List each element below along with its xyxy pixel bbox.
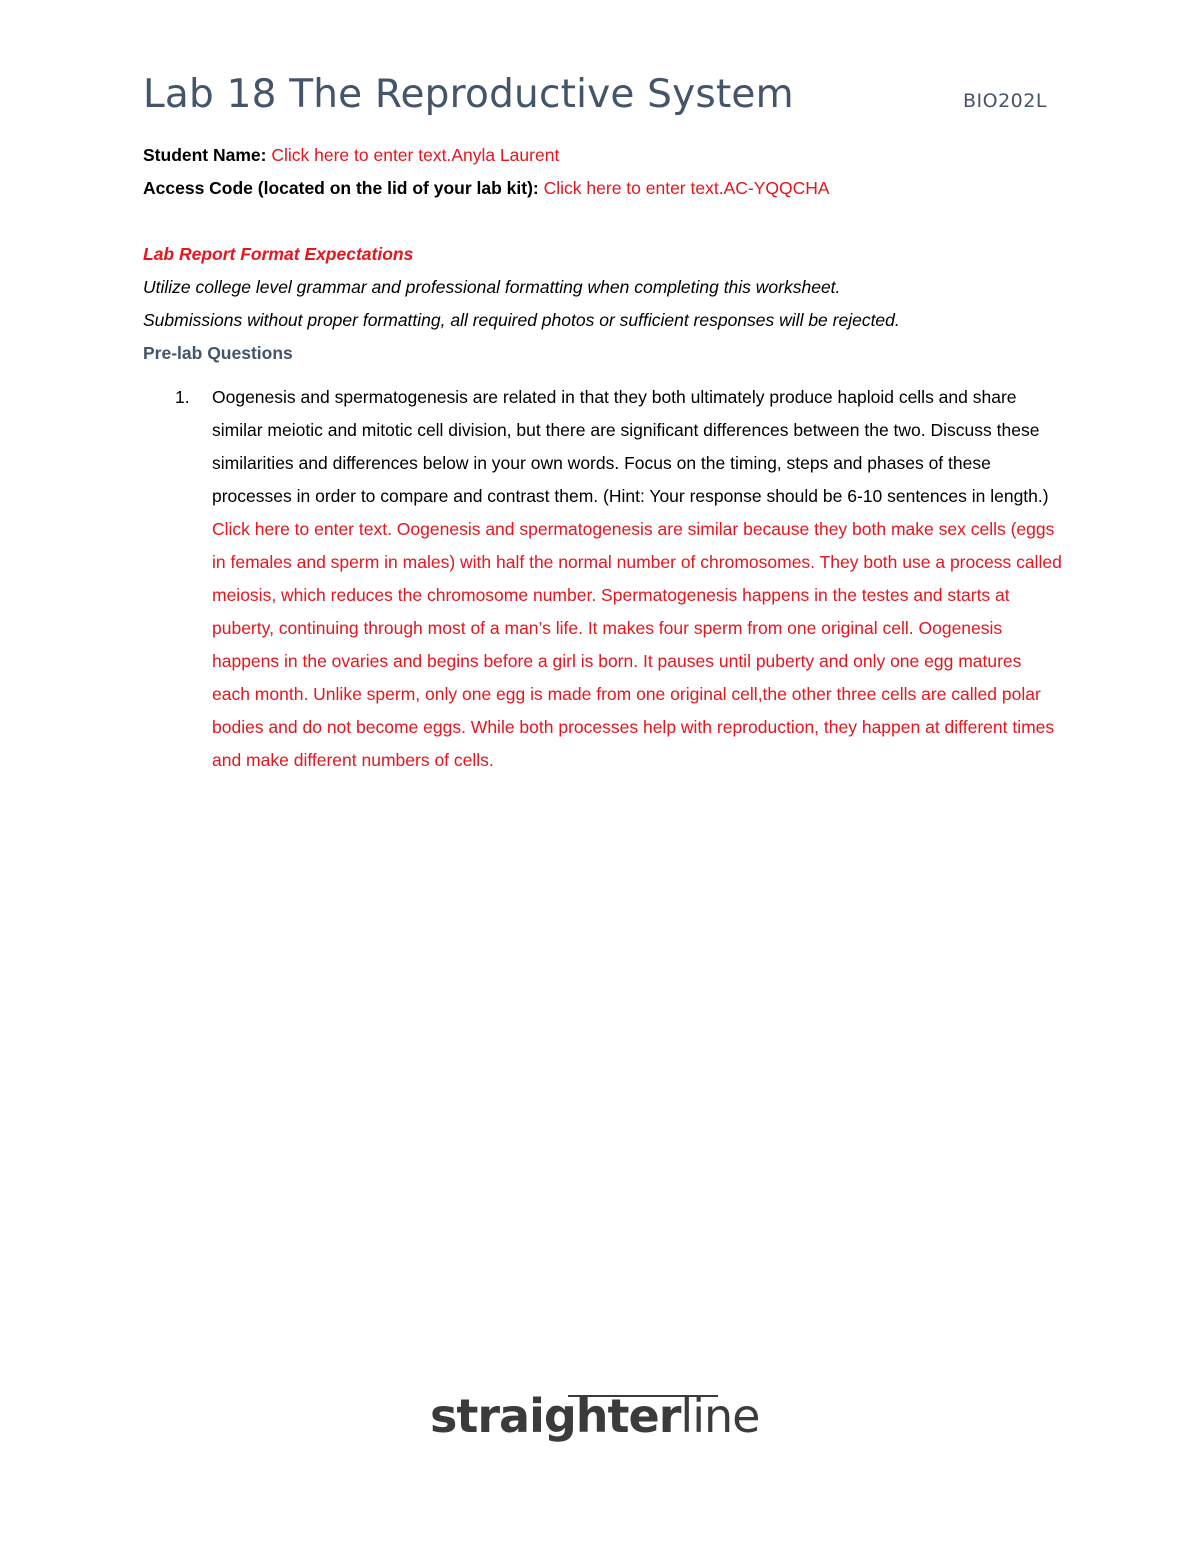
course-code: BIO202L xyxy=(963,90,1047,112)
format-expectations-heading: Lab Report Format Expectations xyxy=(143,244,414,264)
prelab-questions-heading: Pre-lab Questions xyxy=(143,343,293,363)
page-title: Lab 18 The Reproductive System xyxy=(143,72,794,117)
student-name-label: Student Name: xyxy=(143,145,267,165)
student-name-field[interactable] xyxy=(271,145,559,165)
student-name-prompt: Click here to enter text. xyxy=(271,145,452,165)
format-expectations-line-1: Utilize college level grammar and professional formatting when completing this worksheet. xyxy=(143,277,841,297)
student-name-value: Anyla Laurent xyxy=(451,145,560,165)
format-expectations-line-2: Submissions without proper formatting, all required photos or sufficient responses will be rejected. xyxy=(143,310,900,330)
access-code-value: AC-YQQCHA xyxy=(723,178,830,198)
question-text: Oogenesis and spermatogenesis are related in that they both ultimately produce haploid cells and share similar meiotic and mitotic cell division, but there are significant differences between the two. Discuss these similarities and differences below in your own words. Focus on the timing, steps and phases of these processes in order to compare and contrast them. (Hint: Your response should be 6-10 sentences in length.) xyxy=(212,387,1049,506)
logo-light-text: line xyxy=(680,1389,760,1443)
logo-bold-text: straighter xyxy=(430,1389,681,1443)
answer-field[interactable]: Click here to enter text. Oogenesis and spermatogenesis are similar because they both make sex cells (eggs in females and sperm in males) with half the normal number of chromosomes. They both use a process called meiosis, which reduces the chromosome number. Spermatogenesis happens in the testes and starts at puberty, continuing through most of a man’s life. It makes four sperm from one original cell. Oogenesis happens in the ovaries and begins before a girl is born. It pauses until puberty and only one egg matures each month. Unlike sperm, only one egg is made from one original cell,the other three cells are called polar bodies and do not become eggs. While both processes help with reproduction, they happen at different times and make different numbers of cells. xyxy=(212,519,1062,770)
question-number: 1. xyxy=(175,387,190,407)
straighterline-logo xyxy=(430,1389,759,1443)
access-code-prompt: Click here to enter text. xyxy=(543,178,724,198)
student-name-row xyxy=(143,145,559,166)
question-1 xyxy=(212,381,1062,777)
access-code-field[interactable] xyxy=(544,178,830,198)
access-code-row xyxy=(143,178,830,199)
access-code-label: Access Code (located on the lid of your lab kit): xyxy=(143,178,539,198)
